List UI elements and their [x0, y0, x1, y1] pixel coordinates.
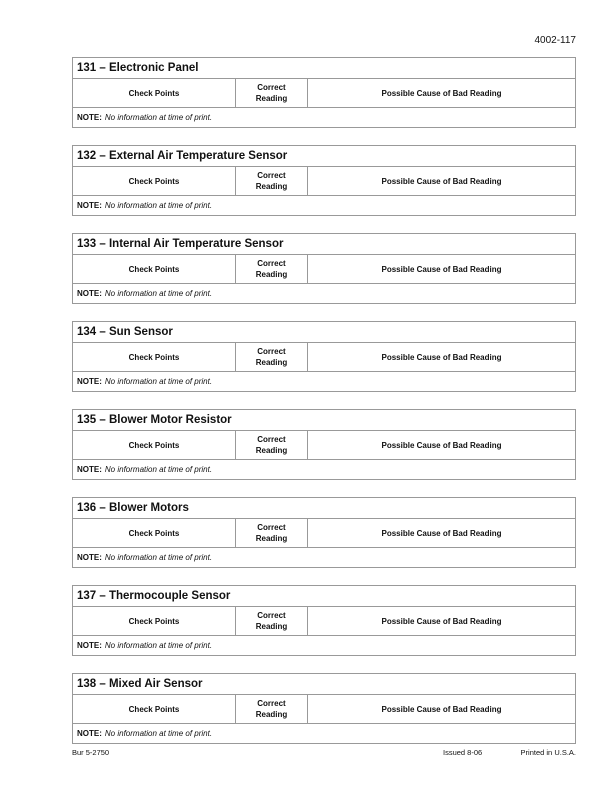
- header-row: [73, 255, 575, 284]
- header-row: [73, 79, 575, 108]
- note-text: No information at time of print.: [104, 201, 213, 210]
- col-correct-reading: Correct Reading: [236, 79, 308, 107]
- section-title: 135 – Blower Motor Resistor: [73, 410, 575, 431]
- col-correct-reading: Correct Reading: [236, 167, 308, 195]
- section-title: 138 – Mixed Air Sensor: [73, 674, 575, 695]
- col-check-points: Check Points: [73, 695, 236, 723]
- header-row: [73, 167, 575, 196]
- note-label: NOTE:: [77, 553, 102, 562]
- section-table: [72, 585, 576, 656]
- header-row: [73, 431, 575, 460]
- note-label: NOTE:: [77, 465, 102, 474]
- footer-doc-id: Bur 5-2750: [72, 748, 110, 757]
- col-check-points: Check Points: [73, 167, 236, 195]
- col-correct-reading: Correct Reading: [236, 607, 308, 635]
- col-correct-reading: Correct Reading: [236, 695, 308, 723]
- col-possible-cause: Possible Cause of Bad Reading: [381, 440, 502, 450]
- col-possible-cause: Possible Cause of Bad Reading: [381, 264, 502, 274]
- note-row: [73, 548, 575, 567]
- section-title: 133 – Internal Air Temperature Sensor: [73, 234, 575, 255]
- note-row: [73, 372, 575, 391]
- note-text: No information at time of print.: [104, 641, 213, 650]
- footer-issued: Issued 8-06: [443, 748, 483, 757]
- header-row: [73, 343, 575, 372]
- col-possible-cause: Possible Cause of Bad Reading: [381, 616, 502, 626]
- section-table: [72, 673, 576, 744]
- col-check-points: Check Points: [73, 607, 236, 635]
- col-check-points: Check Points: [73, 343, 236, 371]
- col-check-points: Check Points: [73, 255, 236, 283]
- section-title: 137 – Thermocouple Sensor: [73, 586, 575, 607]
- col-possible-cause: Possible Cause of Bad Reading: [381, 352, 502, 362]
- note-row: [73, 724, 575, 743]
- note-label: NOTE:: [77, 289, 102, 298]
- col-correct-reading: Correct Reading: [236, 255, 308, 283]
- note-text: No information at time of print.: [104, 553, 213, 562]
- header-row: [73, 607, 575, 636]
- col-check-points: Check Points: [73, 519, 236, 547]
- footer-printed: Printed in U.S.A.: [520, 748, 576, 757]
- col-correct-reading: Correct Reading: [236, 431, 308, 459]
- col-possible-cause: Possible Cause of Bad Reading: [381, 176, 502, 186]
- note-row: [73, 636, 575, 655]
- note-text: No information at time of print.: [104, 113, 213, 122]
- note-text: No information at time of print.: [104, 289, 213, 298]
- col-possible-cause: Possible Cause of Bad Reading: [381, 528, 502, 538]
- note-label: NOTE:: [77, 113, 102, 122]
- section-title: 136 – Blower Motors: [73, 498, 575, 519]
- section-title: 131 – Electronic Panel: [73, 58, 575, 79]
- section-table: [72, 409, 576, 480]
- note-label: NOTE:: [77, 729, 102, 738]
- section-title: 134 – Sun Sensor: [73, 322, 575, 343]
- col-correct-reading: Correct Reading: [236, 343, 308, 371]
- note-text: No information at time of print.: [104, 465, 213, 474]
- section-table: [72, 321, 576, 392]
- col-check-points: Check Points: [73, 431, 236, 459]
- note-row: [73, 196, 575, 215]
- note-label: NOTE:: [77, 377, 102, 386]
- section-table: [72, 145, 576, 216]
- header-row: [73, 519, 575, 548]
- section-table: [72, 57, 576, 128]
- section-table: [72, 497, 576, 568]
- col-correct-reading: Correct Reading: [236, 519, 308, 547]
- header-row: [73, 695, 575, 724]
- page-number: 4002-117: [534, 35, 576, 46]
- col-possible-cause: Possible Cause of Bad Reading: [381, 704, 502, 714]
- note-label: NOTE:: [77, 201, 102, 210]
- note-text: No information at time of print.: [104, 729, 213, 738]
- note-row: [73, 108, 575, 127]
- note-row: [73, 460, 575, 479]
- col-check-points: Check Points: [73, 79, 236, 107]
- note-text: No information at time of print.: [104, 377, 213, 386]
- section-title: 132 – External Air Temperature Sensor: [73, 146, 575, 167]
- note-row: [73, 284, 575, 303]
- note-label: NOTE:: [77, 641, 102, 650]
- col-possible-cause: Possible Cause of Bad Reading: [381, 88, 502, 98]
- section-table: [72, 233, 576, 304]
